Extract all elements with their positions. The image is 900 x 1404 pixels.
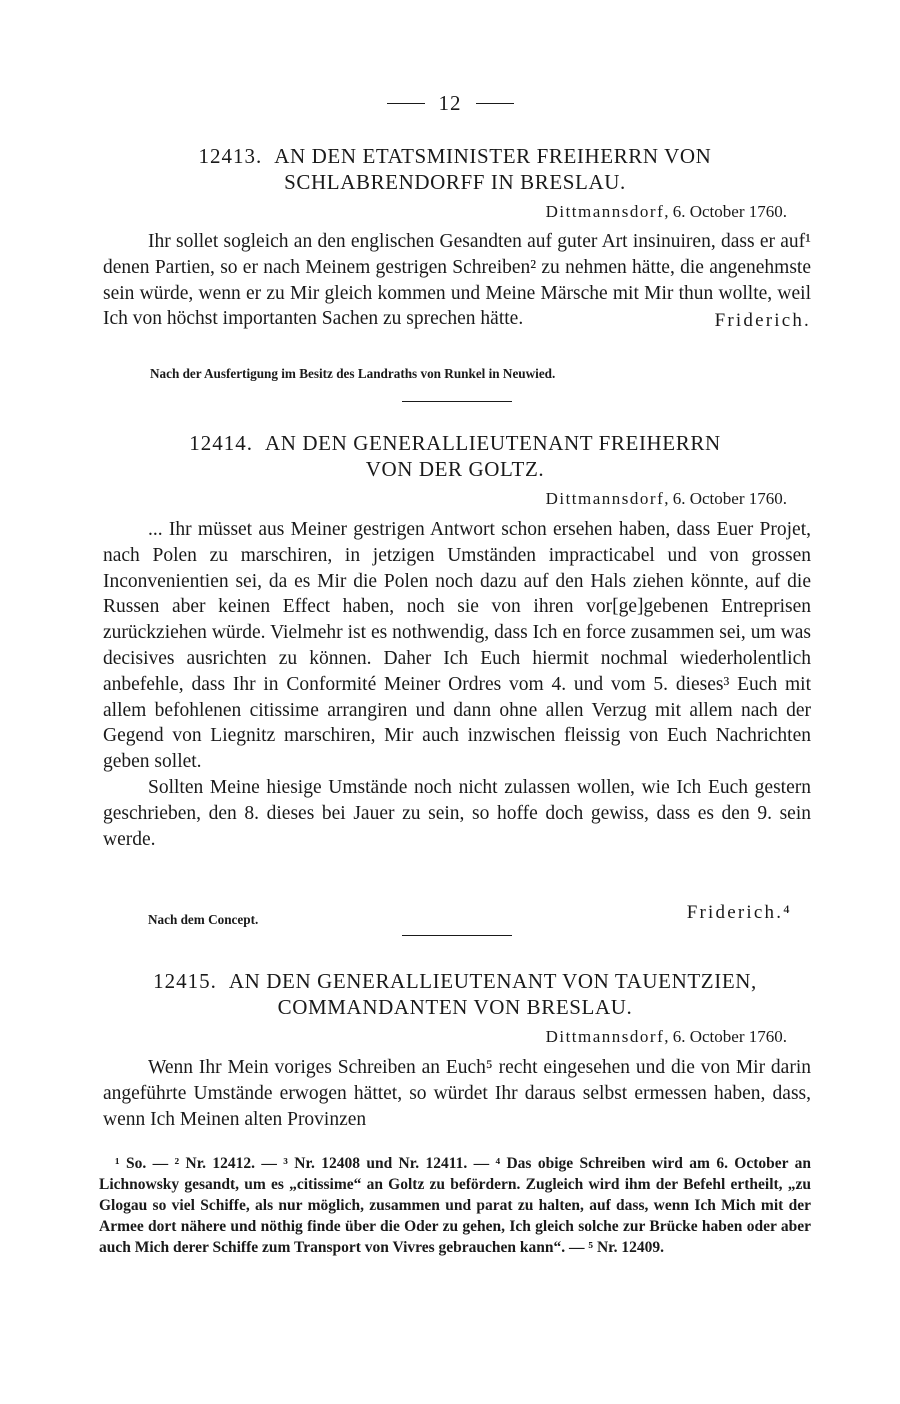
source-note-12413: Nach der Ausfertigung im Besitz des Landraths von Runkel in Neuwied. — [150, 366, 556, 381]
letter-body-12413 — [103, 229, 811, 334]
entry-title-line: 12413. AN DEN ETATSMINISTER FREIHERRN VON — [198, 144, 712, 168]
entry-title-line: COMMANDANTEN VON BRESLAU. — [277, 995, 633, 1019]
entry-title-12415 — [100, 968, 810, 1020]
entry-title-line: 12415. AN DEN GENERALLIEUTENANT VON TAUENTZIEN, — [153, 969, 757, 993]
signature: Friderich.⁴ — [686, 902, 792, 923]
entry-number: 12413. — [198, 144, 263, 168]
header-dash-left — [387, 103, 425, 104]
page-number: 12 — [438, 90, 462, 115]
section-divider — [402, 401, 512, 402]
entry-number: 12414. — [189, 431, 253, 455]
entry-title-line: VON DER GOLTZ. — [365, 457, 545, 481]
section-divider — [402, 935, 512, 936]
place: Dittmannsdorf — [545, 202, 665, 221]
letter-body-12414 — [103, 517, 811, 852]
letter-paragraph: ... Ihr müsset aus Meiner gestrigen Antwort schon ersehen haben, dass Euer Projet, nach Polen zu marschiren, in jetzigen Umständen impracticabel und von grossen Inconvenientien sei, da es Mir die Polen noch dazu auf den Hals ziehen könnte, auf die Russen aber keinen Effect haben, noch sie von ihren vor[ge]gebenen Entreprisen zurückziehen würde. Vielmehr ist es nothwendig, dass Ich en force zusammen sei, um was decisives ausrichten zu können. Daher Ich Euch hiermit nochmal wiederholentlich anbefehle, dass Ihr in Conformité Meiner Ordres vom 4. und vom 5. dieses³ Euch mit allem befohlenen citissime arrangiren und dann ohne allen Verzug mit allem nach der Gegend von Liegnitz marschiren, Mir auch inzwischen fleissig von Euch Nachrichten geben sollet. — [103, 519, 811, 773]
place-date-12414 — [546, 488, 787, 510]
entry-title-12414 — [100, 430, 810, 482]
entry-number: 12415. — [153, 969, 217, 993]
letter-paragraph: Sollten Meine hiesige Umstände noch nicht zulassen wollen, wie Ich Euch gestern geschrieben, den 8. dieses bei Jauer zu sein, so hoffe doch gewiss, dass es den 9. sein werde. — [103, 776, 811, 850]
place: Dittmannsdorf — [545, 489, 665, 508]
signature: Friderich. — [714, 310, 811, 332]
place-date-12413 — [546, 201, 787, 223]
letter-paragraph: Wenn Ihr Mein voriges Schreiben an Euch⁵ recht eingesehen und die von Mir darin angeführte Umstände erwogen hättet, so würdet Ihr daraus selbst ermessen haben, dass, wenn Ich Meinen alten Provinzen — [103, 1057, 811, 1130]
header-dash-right — [476, 103, 514, 104]
page-header — [0, 88, 900, 118]
footnote-text: ¹ So. — ² Nr. 12412. — ³ Nr. 12408 und Nr. 12411. — ⁴ Das obige Schreiben wird am 6. October an Lichnowsky gesandt, um es „citissime“ an Goltz zu befördern. Zugleich wird ihm der Befehl ertheilt, „zu Glogau so viel Schiffe, als nur möglich, zusammen und parat zu halten, auf dass, wenn Ich Mich mit der Armee dort nähere und nöthig finde über die Oder zu gehen, Ich gleich solche zur Brücke haben oder aber auch Mich derer Schiffe zum Transport von Vivres gebrauchen kann“. — ⁵ Nr. 12409. — [99, 1155, 811, 1256]
source-note-12414: Nach dem Concept. — [148, 912, 259, 927]
date: , 6. October 1760. — [664, 489, 787, 508]
place: Dittmannsdorf — [545, 1027, 665, 1046]
entry-title-12413 — [100, 143, 810, 195]
entry-title-line: 12414. AN DEN GENERALLIEUTENANT FREIHERRN — [189, 431, 721, 455]
letter-paragraph: Ihr sollet sogleich an den englischen Gesandten auf guter Art insinuiren, dass er auf¹ denen Partien, so er nach Meinem gestrigen Schreiben² zu nehmen hätte, die angenehmste sein würde, wenn er zu Mir gleich kommen und Meine Märsche mit Mir thun wollte, weil Ich von höchst importanten Sachen zu sprechen hätte. Friderich. — [103, 229, 811, 332]
footnotes — [99, 1153, 811, 1258]
letter-body-12415 — [103, 1055, 811, 1132]
entry-title-line: SCHLABRENDORFF IN BRESLAU. — [284, 170, 626, 194]
date: , 6. October 1760. — [664, 202, 787, 221]
place-date-12415 — [546, 1026, 787, 1048]
date: , 6. October 1760. — [664, 1027, 787, 1046]
